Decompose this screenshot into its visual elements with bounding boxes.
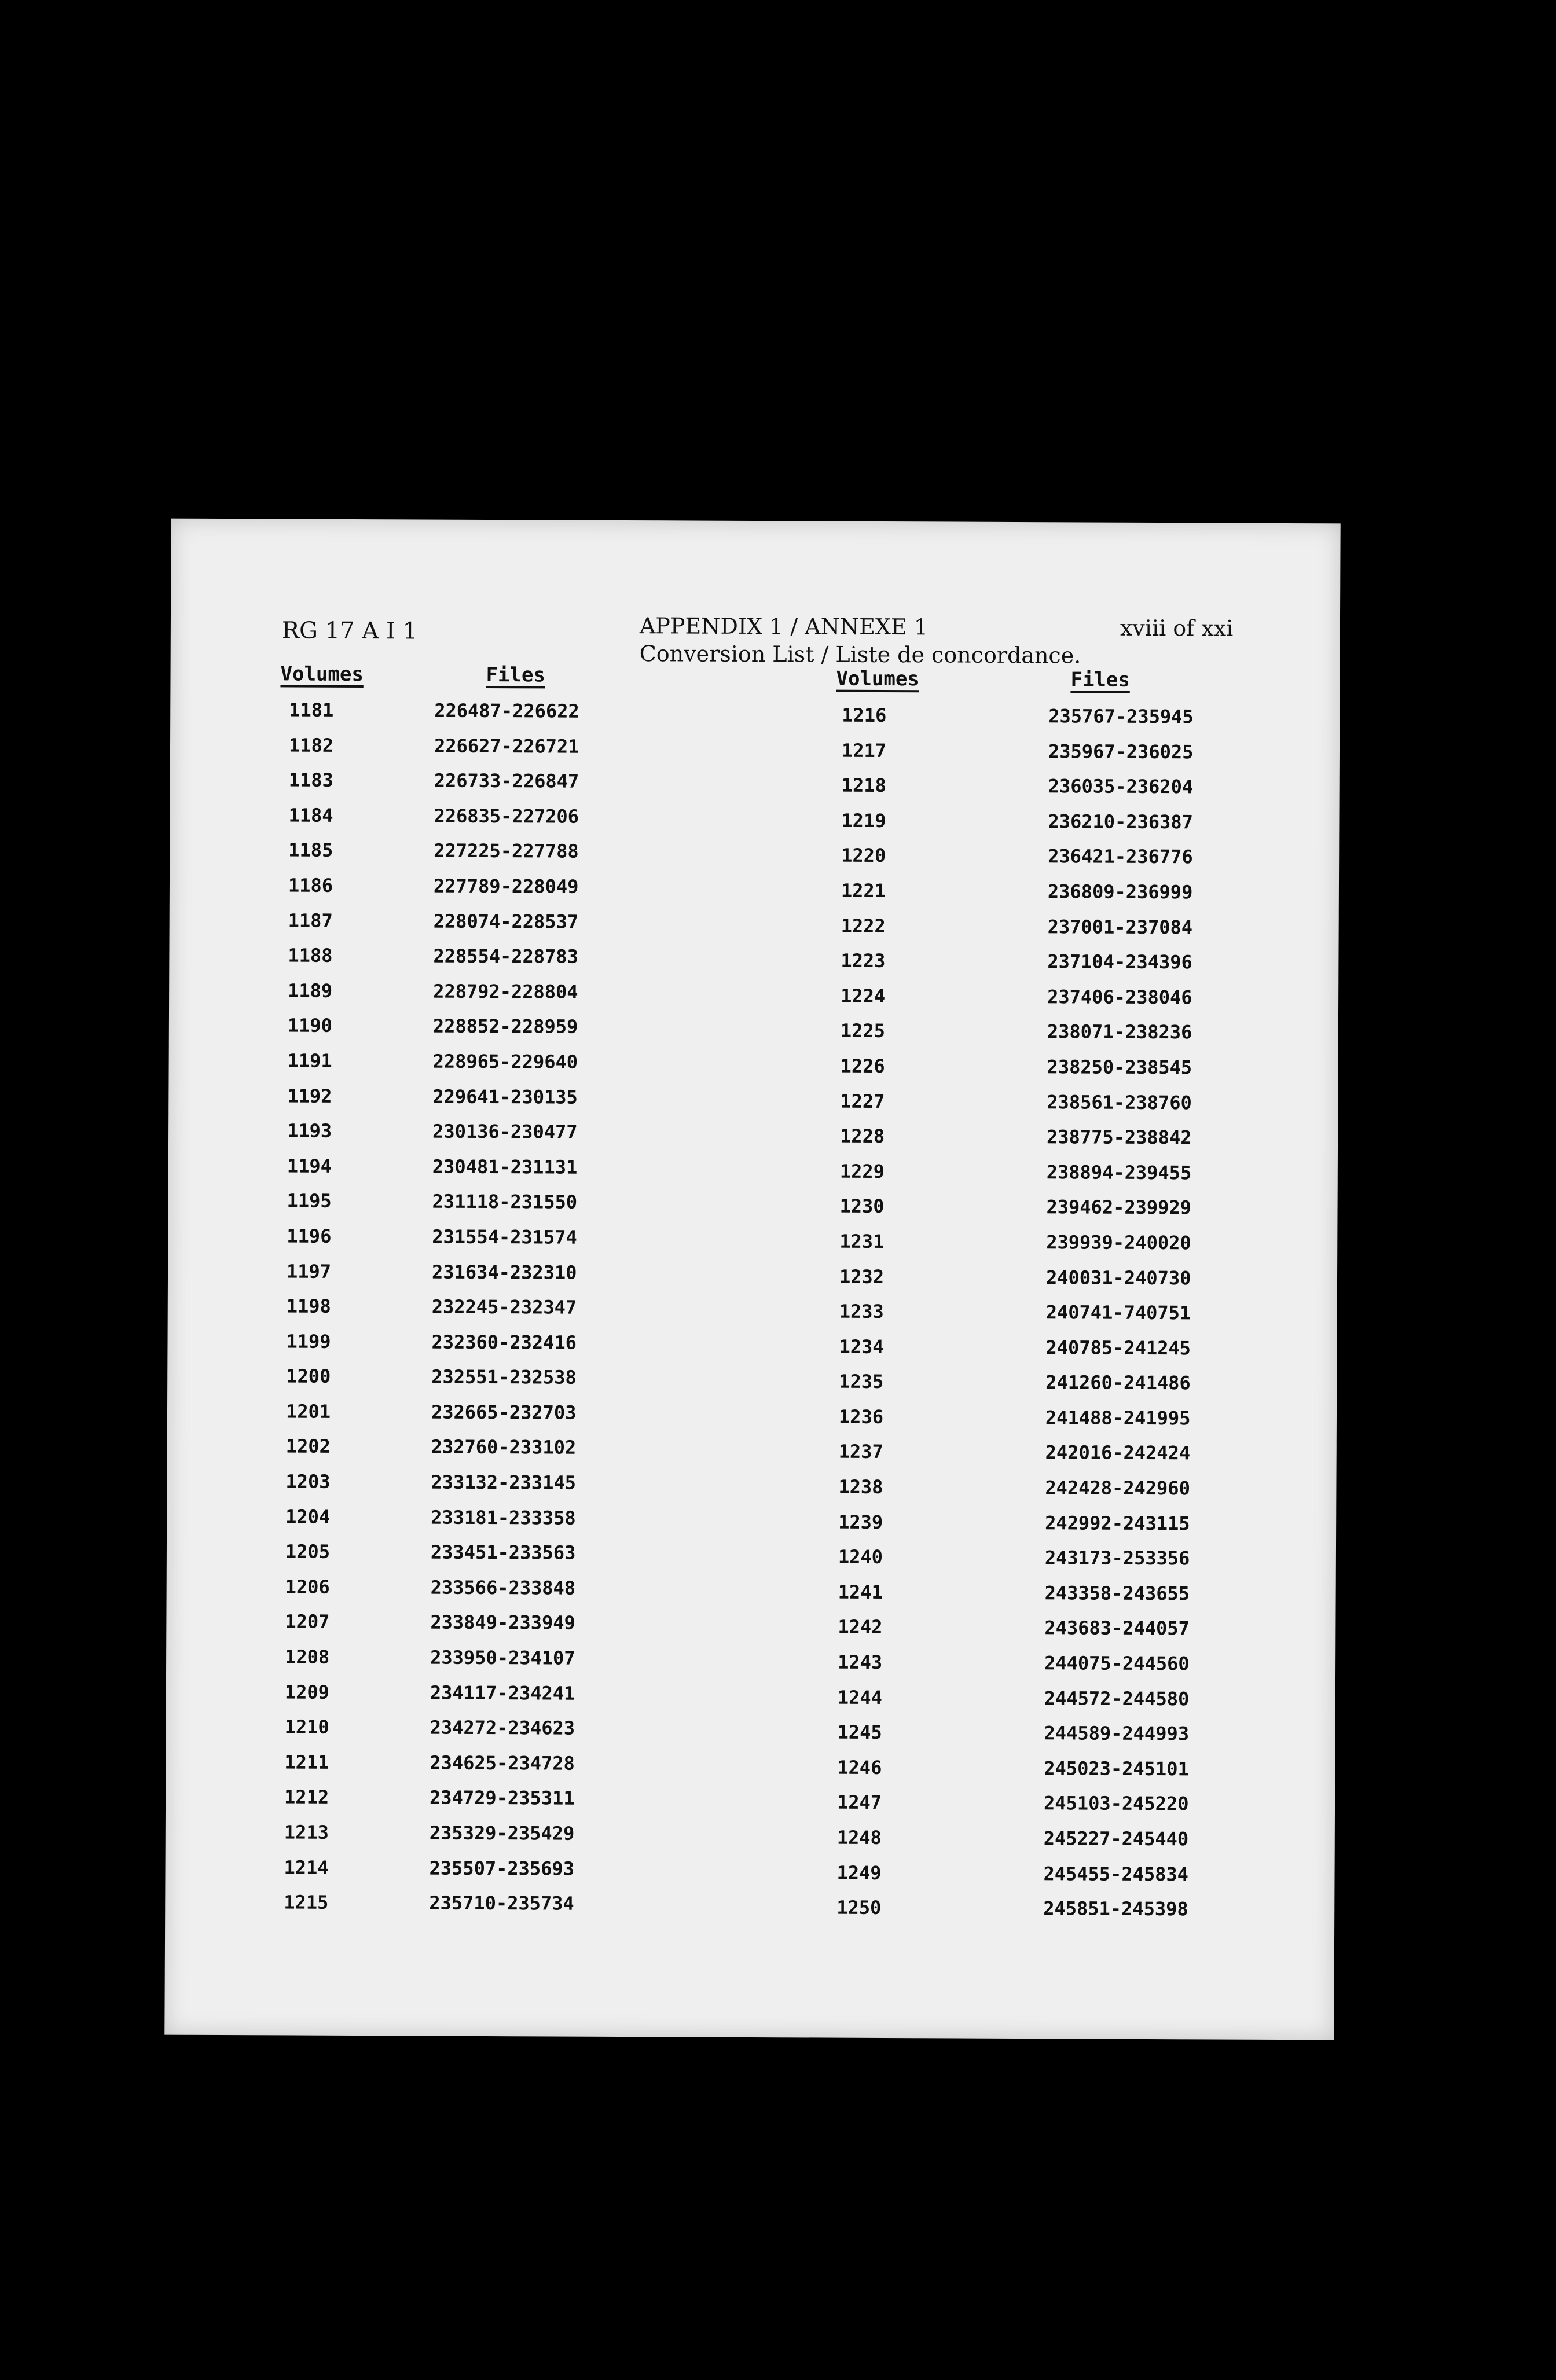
volume-number: 1202: [285, 1435, 331, 1458]
volume-number: 1249: [836, 1861, 882, 1884]
volume-number: 1247: [836, 1791, 882, 1814]
file-range: 236210-236387: [1048, 810, 1193, 833]
volume-number: 1189: [288, 979, 333, 1002]
volume-number: 1231: [839, 1230, 885, 1253]
volume-number: 1209: [284, 1681, 330, 1703]
record-group-reference: RG 17 A I 1: [281, 617, 417, 645]
volume-number: 1224: [841, 985, 886, 1007]
volume-number: 1219: [841, 809, 886, 832]
volume-number: 1204: [285, 1505, 331, 1528]
volume-number: 1213: [284, 1821, 329, 1843]
file-range: 238775-238842: [1046, 1126, 1192, 1149]
file-range: 228792-228804: [433, 980, 578, 1003]
file-range: 240031-240730: [1045, 1266, 1191, 1289]
file-range: 238894-239455: [1046, 1160, 1192, 1184]
file-range: 235710-235734: [429, 1891, 574, 1915]
document-page: [164, 519, 1340, 2040]
file-range: 244589-244993: [1044, 1722, 1190, 1745]
volume-number: 1232: [839, 1265, 885, 1288]
file-range: 232360-232416: [431, 1331, 577, 1354]
volume-number: 1192: [287, 1085, 332, 1107]
file-range: 232665-232703: [431, 1401, 577, 1424]
file-range: 232760-233102: [431, 1436, 577, 1459]
volume-number: 1238: [838, 1475, 883, 1498]
volume-number: 1195: [287, 1189, 332, 1213]
file-range: 231554-231574: [432, 1225, 577, 1248]
volume-number: 1211: [284, 1751, 329, 1773]
volume-number: 1214: [284, 1856, 329, 1879]
volume-number: 1241: [838, 1581, 883, 1603]
file-range: 240741-740751: [1045, 1301, 1191, 1324]
right-volumes-header: Volumes: [836, 667, 919, 691]
file-range: 227789-228049: [433, 875, 579, 898]
file-range: 234117-234241: [430, 1681, 575, 1705]
volume-number: 1234: [839, 1335, 884, 1358]
volume-number: 1226: [840, 1055, 885, 1077]
volume-number: 1206: [285, 1575, 330, 1598]
file-range: 233181-233358: [431, 1506, 576, 1529]
file-range: 232551-232538: [431, 1365, 577, 1389]
file-range: 243358-243655: [1044, 1582, 1190, 1605]
volume-number: 1240: [838, 1545, 883, 1569]
volume-number: 1188: [288, 944, 333, 967]
file-range: 226835-227206: [434, 805, 579, 828]
volume-number: 1212: [284, 1786, 329, 1809]
volume-number: 1225: [840, 1020, 886, 1042]
file-range: 228852-228959: [432, 1015, 578, 1038]
file-range: 230481-231131: [432, 1155, 578, 1178]
volume-number: 1220: [841, 844, 886, 867]
volume-number: 1208: [285, 1646, 330, 1668]
volume-number: 1233: [839, 1300, 884, 1323]
volume-number: 1201: [285, 1400, 331, 1423]
volume-number: 1197: [286, 1259, 332, 1283]
volume-number: 1183: [288, 769, 333, 792]
file-range: 233950-234107: [430, 1646, 575, 1669]
file-range: 241260-241486: [1045, 1371, 1191, 1394]
volume-number: 1230: [839, 1195, 885, 1218]
file-range: 233132-233145: [431, 1471, 576, 1494]
volume-number: 1250: [836, 1896, 882, 1919]
file-range: 245227-245440: [1043, 1827, 1189, 1850]
file-range: 231634-232310: [431, 1261, 577, 1284]
volume-number: 1199: [286, 1330, 331, 1353]
volume-number: 1203: [285, 1470, 331, 1493]
file-range: 235767-235945: [1048, 705, 1194, 728]
volume-number: 1187: [288, 909, 333, 932]
file-range: 242992-243115: [1045, 1511, 1190, 1534]
file-range: 238250-238545: [1047, 1056, 1192, 1079]
volume-number: 1244: [837, 1686, 882, 1709]
file-range: 237001-237084: [1047, 915, 1193, 938]
volume-number: 1194: [287, 1155, 332, 1177]
file-range: 226733-226847: [434, 769, 579, 792]
volume-number: 1236: [838, 1405, 884, 1428]
file-range: 233451-233563: [430, 1541, 576, 1564]
conversion-list-subtitle: Conversion List / Liste de concordance.: [639, 641, 1081, 669]
volume-number: 1243: [838, 1651, 883, 1674]
volume-number: 1186: [288, 874, 333, 897]
file-range: 230136-230477: [432, 1120, 578, 1143]
file-range: 226487-226622: [434, 699, 579, 722]
volume-number: 1237: [838, 1441, 883, 1463]
volume-number: 1216: [842, 704, 887, 726]
file-range: 226627-226721: [434, 734, 579, 758]
right-conversion-list: [836, 698, 1194, 1926]
file-range: 237406-238046: [1047, 985, 1192, 1009]
volume-number: 1242: [838, 1616, 883, 1639]
volume-number: 1210: [284, 1716, 329, 1739]
file-range: 245023-245101: [1044, 1757, 1189, 1780]
file-range: 244075-244560: [1044, 1652, 1190, 1675]
volume-number: 1245: [837, 1721, 882, 1744]
file-range: 245455-245834: [1043, 1862, 1189, 1885]
file-range: 243683-244057: [1044, 1617, 1190, 1640]
volume-number: 1246: [837, 1756, 882, 1779]
file-range: 238071-238236: [1047, 1020, 1192, 1044]
volume-number: 1215: [284, 1891, 329, 1914]
file-range: 242428-242960: [1045, 1477, 1190, 1500]
volume-number: 1196: [287, 1225, 332, 1247]
right-files-header: Files: [1070, 668, 1130, 692]
file-range: 233566-233848: [430, 1576, 576, 1599]
volume-number: 1235: [839, 1370, 884, 1393]
file-range: 235507-235693: [429, 1857, 575, 1880]
file-range: 243173-253356: [1044, 1547, 1190, 1570]
volume-number: 1191: [287, 1049, 332, 1072]
file-range: 244572-244580: [1044, 1687, 1190, 1710]
file-range: 228965-229640: [432, 1050, 578, 1073]
file-range: 232245-232347: [431, 1295, 577, 1318]
file-range: 227225-227788: [434, 839, 579, 863]
volume-number: 1223: [841, 949, 886, 972]
appendix-title: APPENDIX 1 / ANNEXE 1: [639, 613, 929, 640]
file-range: 228074-228537: [433, 910, 579, 933]
volume-number: 1185: [288, 839, 333, 862]
file-range: 245851-245398: [1043, 1897, 1188, 1920]
volume-number: 1200: [286, 1365, 331, 1388]
file-range: 236809-236999: [1047, 880, 1193, 903]
volume-number: 1227: [840, 1090, 885, 1112]
file-range: 235329-235429: [429, 1821, 575, 1845]
volume-number: 1248: [836, 1826, 882, 1849]
volume-number: 1193: [287, 1119, 332, 1142]
page-number: xviii of xxi: [1120, 615, 1234, 641]
volume-number: 1182: [288, 734, 334, 756]
file-range: 236421-236776: [1048, 845, 1193, 868]
file-range: 229641-230135: [432, 1085, 578, 1108]
file-range: 231118-231550: [432, 1190, 578, 1213]
file-range: 235967-236025: [1048, 740, 1194, 763]
file-range: 234272-234623: [430, 1716, 575, 1739]
file-range: 242016-242424: [1045, 1441, 1191, 1464]
volume-number: 1221: [841, 879, 886, 902]
file-range: 239462-239929: [1046, 1196, 1192, 1219]
volume-number: 1217: [841, 739, 887, 762]
volume-number: 1222: [841, 914, 886, 937]
file-range: 239939-240020: [1046, 1231, 1191, 1254]
volume-number: 1239: [838, 1511, 883, 1533]
volume-number: 1218: [841, 774, 886, 797]
volume-number: 1205: [285, 1540, 331, 1563]
volume-number: 1228: [839, 1125, 885, 1148]
file-range: 228554-228783: [433, 945, 578, 968]
volume-number: 1207: [285, 1610, 330, 1633]
left-files-header: Files: [486, 663, 545, 687]
volume-number: 1190: [287, 1014, 333, 1037]
file-range: 233849-233949: [430, 1611, 575, 1635]
left-volumes-header: Volumes: [280, 662, 364, 686]
volume-number: 1229: [839, 1160, 885, 1182]
file-range: 238561-238760: [1047, 1090, 1192, 1114]
volume-number: 1184: [288, 804, 333, 827]
volume-number: 1198: [286, 1295, 331, 1317]
file-range: 237104-234396: [1047, 950, 1192, 974]
file-range: 241488-241995: [1045, 1406, 1191, 1430]
file-range: 240785-241245: [1045, 1336, 1191, 1359]
file-range: 236035-236204: [1048, 775, 1194, 798]
volume-number: 1181: [289, 699, 334, 721]
file-range: 245103-245220: [1043, 1792, 1189, 1815]
file-range: 234625-234728: [430, 1751, 575, 1775]
left-conversion-list: [284, 692, 579, 1920]
file-range: 234729-235311: [430, 1786, 575, 1810]
